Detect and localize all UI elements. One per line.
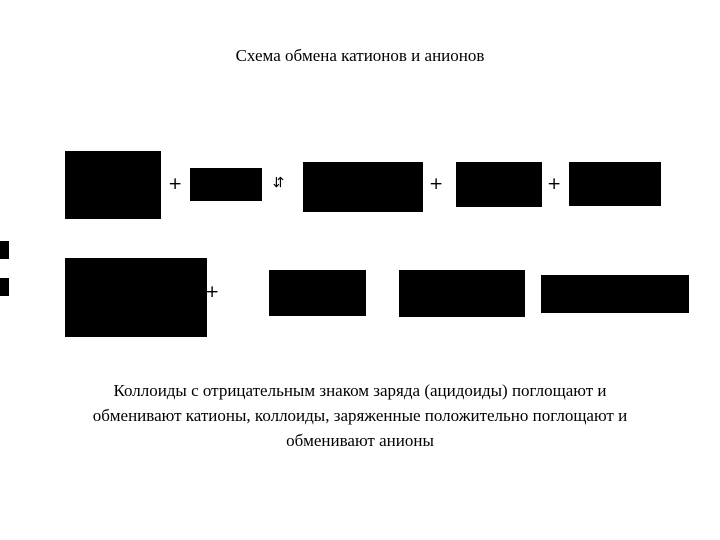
caption-line-1: Коллоиды с отрицательным знаком заряда (ацидоиды) поглощают и (113, 381, 607, 400)
left-edge-mark-2 (0, 278, 9, 296)
caption (20, 378, 700, 453)
anion-reagent-box (269, 270, 366, 316)
plus-sign-1: + (168, 174, 183, 194)
cation-reagent-box (190, 168, 262, 201)
cation-product-colloid-box (303, 162, 423, 212)
cation-colloid-box (65, 151, 161, 219)
anion-product-box-2 (541, 275, 689, 313)
equilibrium-arrows-icon: ⇆ (269, 176, 286, 188)
diagram-title: Схема обмена катионов и анионов (235, 46, 485, 65)
caption-line-2: обменивают катионы, коллоиды, заряженные положительно поглощают и (92, 406, 628, 425)
cation-product-box-2 (569, 162, 661, 206)
left-edge-mark-1 (0, 241, 9, 259)
anion-product-box-1 (399, 270, 525, 317)
plus-sign-3: + (547, 174, 562, 194)
plus-sign-2: + (429, 174, 444, 194)
plus-sign-4: + (205, 282, 220, 302)
caption-line-3: обменивают анионы (286, 431, 434, 450)
anion-colloid-box (65, 258, 207, 337)
cation-product-box-1 (456, 162, 542, 207)
